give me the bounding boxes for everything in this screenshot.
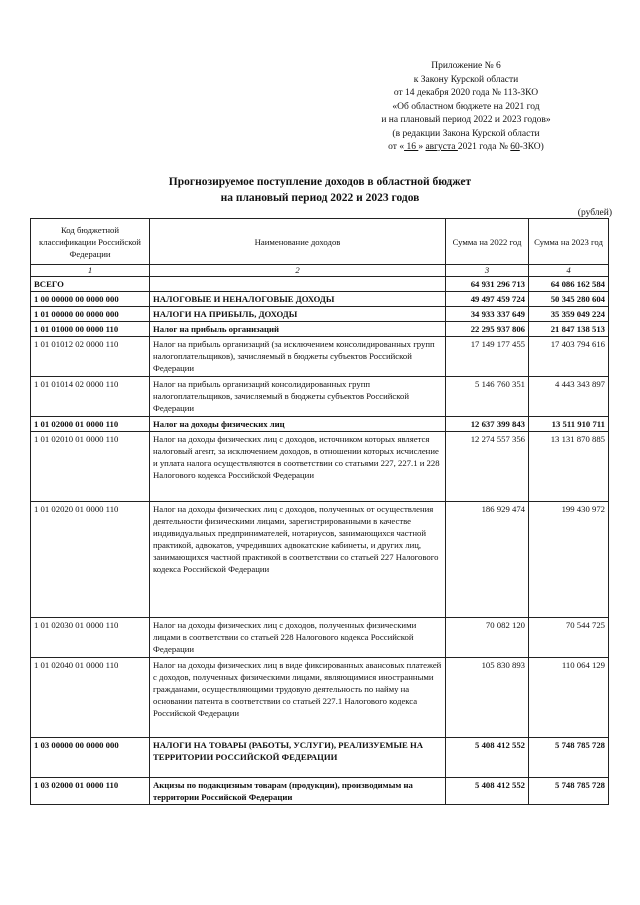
table-row <box>31 277 609 292</box>
column-index: 1 <box>31 265 150 277</box>
sum-2022-cell: 49 497 459 724 <box>446 292 529 307</box>
units-label: (рублей) <box>577 208 612 218</box>
appendix-line: и на плановый период 2022 и 2023 годов» <box>381 115 551 125</box>
sum-2022-cell: 70 082 120 <box>446 618 529 658</box>
revenue-table <box>30 218 609 805</box>
table-body <box>31 265 609 805</box>
sum-2023-cell: 13 511 910 711 <box>529 417 609 432</box>
name-cell: НАЛОГИ НА ПРИБЫЛЬ, ДОХОДЫ <box>150 307 446 322</box>
sum-2023-cell: 13 131 870 885 <box>529 432 609 502</box>
code-cell: 1 01 01000 00 0000 110 <box>31 322 150 337</box>
name-cell: Налог на доходы физических лиц в виде фиксированных авансовых платежей с доходов, полученных физическими лицами, являющимися иностранными гражданами, осуществляющими трудовую деятельность по найму на основании патента в соответствии со статьей 227.1 Налогового кодекса Российской Федерации <box>150 658 446 738</box>
amendment-mid2: 2021 года № <box>457 142 511 152</box>
table-row <box>31 337 609 377</box>
amendment-month: августа <box>425 142 458 152</box>
table-row <box>31 307 609 322</box>
table-row <box>31 417 609 432</box>
appendix-line: «Об областном бюджете на 2021 год <box>392 101 540 112</box>
sum-2022-cell: 5 408 412 552 <box>446 738 529 778</box>
header-code: Код бюджетной классификации Российской Федерации <box>31 219 150 265</box>
sum-2022-cell: 64 931 296 713 <box>446 277 529 292</box>
name-cell: НАЛОГОВЫЕ И НЕНАЛОГОВЫЕ ДОХОДЫ <box>150 292 446 307</box>
code-cell: 1 01 02040 01 0000 110 <box>31 658 150 738</box>
column-index: 2 <box>150 265 446 277</box>
code-cell: 1 00 00000 00 0000 000 <box>31 292 150 307</box>
code-cell: 1 01 02010 01 0000 110 <box>31 432 150 502</box>
title-line-1: Прогнозируемое поступление доходов в областной бюджет <box>168 176 472 188</box>
title-line-2: на плановый период 2022 и 2023 годов <box>220 192 420 204</box>
sum-2023-cell: 4 443 343 897 <box>529 377 609 417</box>
table-row <box>31 778 609 805</box>
sum-2023-cell: 50 345 280 604 <box>529 292 609 307</box>
amendment-day: 16 <box>404 142 419 152</box>
name-cell: НАЛОГИ НА ТОВАРЫ (РАБОТЫ, УСЛУГИ), РЕАЛИЗУЕМЫЕ НА ТЕРРИТОРИИ РОССИЙСКОЙ ФЕДЕРАЦИИ <box>150 738 446 778</box>
code-cell: 1 01 02020 01 0000 110 <box>31 502 150 618</box>
code-cell: 1 01 02000 01 0000 110 <box>31 417 150 432</box>
table-row <box>31 738 609 778</box>
code-cell: ВСЕГО <box>31 277 150 292</box>
appendix-header <box>336 60 596 155</box>
document-title <box>0 174 640 206</box>
table-row <box>31 502 609 618</box>
sum-2022-cell: 34 933 337 649 <box>446 307 529 322</box>
code-cell: 1 03 00000 00 0000 000 <box>31 738 150 778</box>
name-cell: Налог на доходы физических лиц с доходов, полученных от осуществления деятельности физическими лицами, зарегистрированными в качестве индивидуальных предпринимателей, нотариусов, занимающихся частной практикой, адвокатов, учредивших адвокатские кабинеты, и других лиц, занимающихся частной практикой в соответствии со статьей 227 Налогового кодекса Российской Федерации <box>150 502 446 618</box>
code-cell: 1 01 00000 00 0000 000 <box>31 307 150 322</box>
sum-2022-cell: 105 830 893 <box>446 658 529 738</box>
code-cell: 1 01 01014 02 0000 110 <box>31 377 150 417</box>
sum-2022-cell: 22 295 937 806 <box>446 322 529 337</box>
sum-2023-cell: 35 359 049 224 <box>529 307 609 322</box>
sum-2022-cell: 17 149 177 455 <box>446 337 529 377</box>
amendment-mid: » <box>418 142 426 152</box>
sum-2023-cell: 110 064 129 <box>529 658 609 738</box>
amendment-suffix: -ЗКО) <box>519 142 544 152</box>
name-cell: Налог на прибыль организаций консолидированных групп налогоплательщиков, зачисляемый в бюджеты субъектов Российской Федерации <box>150 377 446 417</box>
table-row <box>31 432 609 502</box>
amendment-number: 60 <box>510 142 520 152</box>
header-sum-2023: Сумма на 2023 год <box>529 219 609 265</box>
appendix-amendment-line <box>336 141 596 155</box>
table-row <box>31 322 609 337</box>
code-cell: 1 01 01012 02 0000 110 <box>31 337 150 377</box>
name-cell: Налог на доходы физических лиц с доходов, источником которых является налоговый агент, за исключением доходов, в отношении которых исчисление и уплата налога осуществляются в соответствии со статьями 227, 227.1 и 228 Налогового кодекса Российской Федерации <box>150 432 446 502</box>
column-index: 4 <box>529 265 609 277</box>
sum-2022-cell: 5 146 760 351 <box>446 377 529 417</box>
column-index: 3 <box>446 265 529 277</box>
table-row <box>31 377 609 417</box>
appendix-line: от 14 декабря 2020 года № 113-ЗКО <box>393 88 539 98</box>
name-cell: Налог на доходы физических лиц с доходов, полученных физическими лицами в соответствии со статьей 228 Налогового кодекса Российской Федерации <box>150 618 446 658</box>
code-cell: 1 01 02030 01 0000 110 <box>31 618 150 658</box>
code-cell: 1 03 02000 01 0000 110 <box>31 778 150 805</box>
sum-2023-cell: 199 430 972 <box>529 502 609 618</box>
name-cell <box>150 277 446 292</box>
sum-2022-cell: 12 274 557 356 <box>446 432 529 502</box>
header-name: Наименование доходов <box>150 219 446 265</box>
amendment-prefix: от « <box>388 142 405 152</box>
sum-2022-cell: 12 637 399 843 <box>446 417 529 432</box>
appendix-line: Приложение № 6 <box>431 61 501 71</box>
name-cell: Налог на прибыль организаций (за исключением консолидированных групп налогоплательщиков), зачисляемый в бюджеты субъектов Российской Федерации <box>150 337 446 377</box>
sum-2023-cell: 17 403 794 616 <box>529 337 609 377</box>
sum-2022-cell: 5 408 412 552 <box>446 778 529 805</box>
table-row <box>31 292 609 307</box>
name-cell: Налог на доходы физических лиц <box>150 417 446 432</box>
sum-2022-cell: 186 929 474 <box>446 502 529 618</box>
sum-2023-cell: 5 748 785 728 <box>529 738 609 778</box>
sum-2023-cell: 64 086 162 584 <box>529 277 609 292</box>
appendix-line: (в редакции Закона Курской области <box>392 128 540 139</box>
name-cell: Акцизы по подакцизным товарам (продукции), производимым на территории Российской Федерации <box>150 778 446 805</box>
table-row <box>31 658 609 738</box>
column-index-row <box>31 265 609 277</box>
sum-2023-cell: 5 748 785 728 <box>529 778 609 805</box>
sum-2023-cell: 21 847 138 513 <box>529 322 609 337</box>
header-sum-2022: Сумма на 2022 год <box>446 219 529 265</box>
sum-2023-cell: 70 544 725 <box>529 618 609 658</box>
table-row <box>31 618 609 658</box>
name-cell: Налог на прибыль организаций <box>150 322 446 337</box>
appendix-line: к Закону Курской области <box>413 74 519 85</box>
